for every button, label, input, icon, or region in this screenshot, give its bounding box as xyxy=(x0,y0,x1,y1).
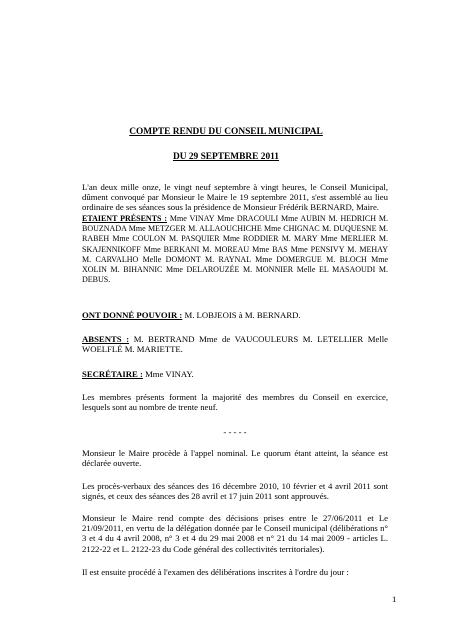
separator: - - - - - xyxy=(223,427,247,437)
document-date-title: DU 29 SEPTEMBRE 2011 xyxy=(172,152,279,162)
absents-text: M. BERTRAND Mme de VAUCOULEURS M. LETELLIER Melle WOELFLÉ M. MARIETTE. xyxy=(82,334,388,355)
majority-paragraph: Les membres présents forment la majorité des membres du Conseil en exercice, lesquels sont au nombre de trente neuf. xyxy=(82,392,388,413)
present-label: ETAIENT PRÉSENTS : xyxy=(82,214,168,223)
compte-paragraph: Monsieur le Maire rend compte des décisions prises entre le 27/06/2011 et Le 21/09/2011, en vertu de la délégation donnée par le Conseil municipal (délibérations n° 3 et 4 du 4 avril 2008, n° 3 et 4 du 29 mai 2008 et n° 21 du 14 mai 2009 - articles L. 2122-22 et L. 2122-23 du Code général des collectivités territoriales). xyxy=(82,513,388,554)
pouvoir-label: ONT DONNÉ POUVOIR : xyxy=(82,310,183,320)
absents-section xyxy=(82,334,388,354)
pouvoir-section xyxy=(82,310,388,320)
present-names: Mme VINAY Mme DRACOULI Mme AUBIN M. HEDRICH M. BOUZNADA Mme METZGER M. ALLAOUCHICHE Mme CHIGNAC M. DUQUESNE M. RABEH Mme COULON M. PASQUIER Mme RODDIER M. MARY Mme MERLIER M. SKAJENNIKOFF Mme BERKANI M. MOREAU Mme BAS Mme PENSIVY M. MEHAY M. CARVALHO Melle DOMONT M. RAYNAL Mme DOMERGUE M. BLOCH Mme XOLIN M. BIHANNIC Mme DELAROUZÉE M. MONNIER Melle EL MASAOUDI M. DEBUS. xyxy=(82,214,389,285)
pouvoir-text: M. LOBJEOIS à M. BERNARD. xyxy=(182,310,301,320)
secretaire-label: SECRÉTAIRE : xyxy=(82,369,143,379)
document-title: COMPTE RENDU DU CONSEIL MUNICIPAL xyxy=(129,127,323,137)
page-number: 1 xyxy=(392,594,397,604)
secretaire-text: Mme VINAY. xyxy=(142,369,194,379)
secretaire-section xyxy=(82,369,388,379)
intro-paragraph: L'an deux mille onze, le vingt neuf septembre à vingt heures, le Conseil Municipal, dûment convoqué par Monsieur le Maire le 19 septembre 2011, s'est assemblé au lieu ordinaire de ses séances sous la présidence de Monsieur Frédérik BERNARD, Maire. xyxy=(82,182,388,213)
absents-label: ABSENTS : xyxy=(82,334,130,344)
examen-paragraph: Il est ensuite procédé à l'examen des délibérations inscrites à l'ordre du jour : xyxy=(82,567,349,577)
appel-paragraph: Monsieur le Maire procède à l'appel nominal. Le quorum étant atteint, la séance est déclarée ouverte. xyxy=(82,448,388,469)
present-section xyxy=(82,214,388,285)
proces-paragraph: Les procès-verbaux des séances des 16 décembre 2010, 10 février et 4 avril 2011 sont signés, et ceux des séances des 28 avril et 17 juin 2011 sont approuvés. xyxy=(82,481,388,502)
